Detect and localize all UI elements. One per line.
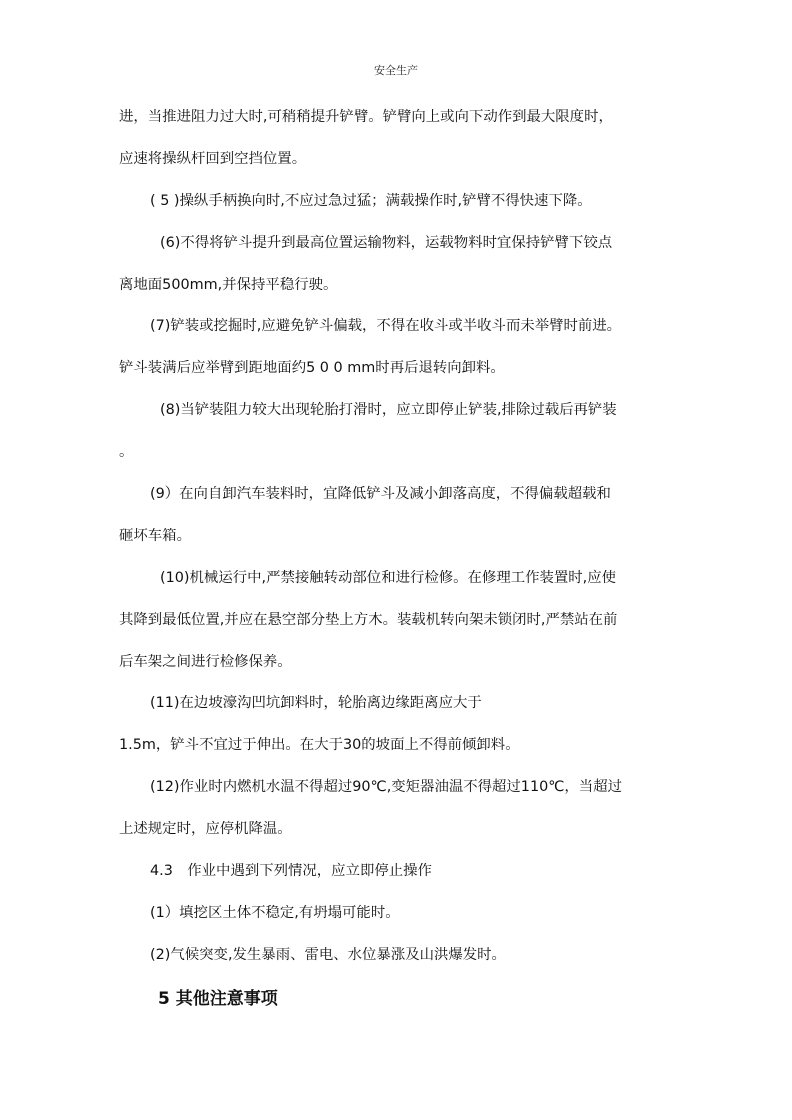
paragraph-line: (7)铲装或挖掘时,应避免铲斗偏载，不得在收斗或半收斗而未举臂时前进。 [150, 318, 622, 335]
page-header: 安全生产 [374, 64, 418, 77]
paragraph-line: (2)气候突变,发生暴雨、雷电、水位暴涨及山洪爆发时。 [150, 946, 506, 963]
paragraph-line: (6)不得将铲斗提升到最高位置运输物料，运载物料时宜保持铲臂下铰点 [160, 234, 613, 251]
paragraph-line: 铲斗装满后应举臂到距地面约5 0 0 mm时再后退转向卸料。 [119, 360, 505, 377]
paragraph-line: 其降到最低位置,并应在悬空部分垫上方木。装载机转向架未锁闭时,严禁站在前 [119, 611, 618, 628]
document-body [119, 105, 675, 1011]
paragraph-line: 应速将操纵杆回到空挡位置。 [119, 150, 307, 167]
paragraph-line: 。 [119, 444, 134, 461]
paragraph-line: (12)作业时内燃机水温不得超过90℃,变矩器油温不得超过110℃，当超过 [150, 779, 622, 796]
paragraph-line: 4.3 作业中遇到下列情况，应立即停止操作 [150, 863, 432, 880]
paragraph-line: (9）在向自卸汽车装料时，宜降低铲斗及减小卸落高度，不得偏载超载和 [150, 486, 611, 503]
paragraph-line: (11)在边坡濠沟凹坑卸料时，轮胎离边缘距离应大于 [150, 695, 482, 712]
paragraph-line: 离地面500mm,并保持平稳行驶。 [119, 276, 338, 293]
paragraph-line: 砸坏车箱。 [119, 527, 191, 544]
paragraph-line: (1）填挖区土体不稳定,有坍塌可能时。 [150, 904, 400, 921]
paragraph-line: 后车架之间进行检修保养。 [119, 653, 292, 670]
section-heading: 5 其他注意事项 [158, 988, 278, 1009]
paragraph-line: (8)当铲装阻力较大出现轮胎打滑时，应立即停止铲装,排除过载后再铲装 [160, 402, 617, 419]
paragraph-line: (10)机械运行中,严禁接触转动部位和进行检修。在修理工作装置时,应使 [160, 569, 617, 586]
paragraph-line: ( 5 )操纵手柄换向时,不应过急过猛；满载操作时,铲臂不得快速下降。 [150, 192, 592, 209]
paragraph-line: 进，当推进阻力过大时,可稍稍提升铲臂。铲臂向上或向下动作到最大限度时， [119, 109, 613, 125]
paragraph-line: 上述规定时，应停机降温。 [119, 821, 292, 838]
paragraph-line: 1.5m，铲斗不宜过于伸出。在大于30的坡面上不得前倾卸料。 [119, 737, 520, 754]
